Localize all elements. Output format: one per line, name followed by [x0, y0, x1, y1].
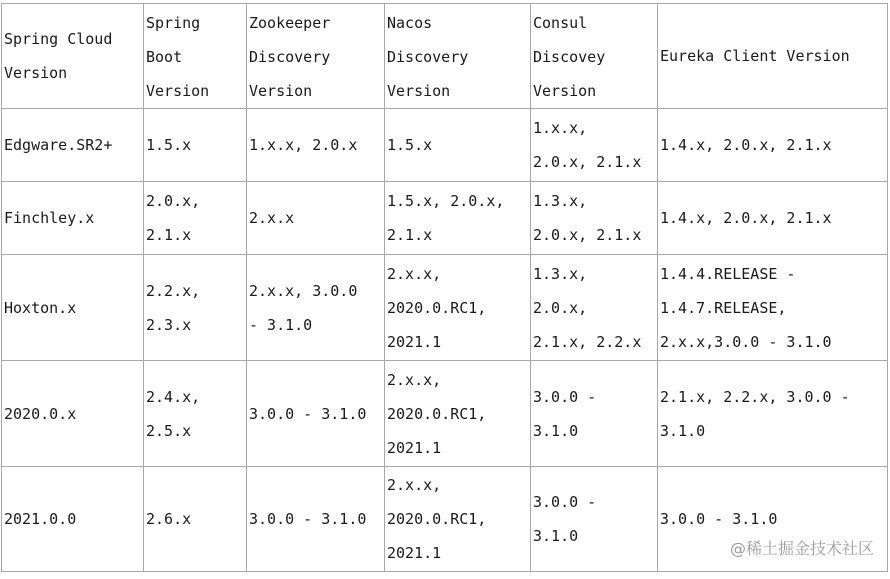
cell-spring-boot: 1.5.x: [144, 109, 247, 182]
table-row: [2, 182, 888, 255]
header-zookeeper-discovery-version: Zookeeper Discovery Version: [247, 4, 385, 109]
cell-nacos: 2.x.x, 2020.0.RC1, 2021.1: [385, 361, 531, 467]
cell-spring-boot: 2.2.x, 2.3.x: [144, 255, 247, 361]
cell-eureka: 1.4.x, 2.0.x, 2.1.x: [658, 182, 888, 255]
header-spring-boot-version: Spring Boot Version: [144, 4, 247, 109]
cell-zookeeper: 3.0.0 - 3.1.0: [247, 467, 385, 572]
cell-zookeeper: 1.x.x, 2.0.x: [247, 109, 385, 182]
cell-spring-cloud: 2020.0.x: [2, 361, 144, 467]
cell-spring-cloud: Hoxton.x: [2, 255, 144, 361]
cell-nacos: 1.5.x, 2.0.x, 2.1.x: [385, 182, 531, 255]
table-header-row: [2, 4, 888, 109]
header-consul-discovery-version: Consul Discovey Version: [531, 4, 658, 109]
cell-eureka: 1.4.x, 2.0.x, 2.1.x: [658, 109, 888, 182]
cell-consul: 1.x.x, 2.0.x, 2.1.x: [531, 109, 658, 182]
table-row: [2, 109, 888, 182]
header-spring-cloud-version: Spring Cloud Version: [2, 4, 144, 109]
watermark: @稀土掘金技术社区: [729, 539, 874, 558]
cell-zookeeper: 2.x.x, 3.0.0 - 3.1.0: [247, 255, 385, 361]
cell-zookeeper: 2.x.x: [247, 182, 385, 255]
cell-spring-boot: 2.0.x, 2.1.x: [144, 182, 247, 255]
cell-spring-cloud: 2021.0.0: [2, 467, 144, 572]
cell-consul: 1.3.x, 2.0.x, 2.1.x: [531, 182, 658, 255]
header-eureka-client-version: Eureka Client Version: [658, 4, 888, 109]
cell-nacos: 1.5.x: [385, 109, 531, 182]
cell-nacos: 2.x.x, 2020.0.RC1, 2021.1: [385, 255, 531, 361]
cell-eureka: 3.0.0 - 3.1.0: [658, 467, 888, 572]
cell-nacos: 2.x.x, 2020.0.RC1, 2021.1: [385, 467, 531, 572]
header-nacos-discovery-version: Nacos Discovery Version: [385, 4, 531, 109]
cell-spring-cloud: Edgware.SR2+: [2, 109, 144, 182]
cell-consul: 3.0.0 - 3.1.0: [531, 361, 658, 467]
cell-consul: 3.0.0 - 3.1.0: [531, 467, 658, 572]
cell-spring-boot: 2.4.x, 2.5.x: [144, 361, 247, 467]
cell-eureka: 2.1.x, 2.2.x, 3.0.0 - 3.1.0: [658, 361, 888, 467]
cell-spring-boot: 2.6.x: [144, 467, 247, 572]
cell-eureka: 1.4.4.RELEASE - 1.4.7.RELEASE, 2.x.x,3.0.0 - 3.1.0: [658, 255, 888, 361]
cell-zookeeper: 3.0.0 - 3.1.0: [247, 361, 385, 467]
cell-consul: 1.3.x, 2.0.x, 2.1.x, 2.2.x: [531, 255, 658, 361]
version-table-container: [1, 3, 887, 572]
cell-spring-cloud: Finchley.x: [2, 182, 144, 255]
version-compatibility-table: [1, 3, 888, 572]
table-row: [2, 361, 888, 467]
table-row: [2, 255, 888, 361]
